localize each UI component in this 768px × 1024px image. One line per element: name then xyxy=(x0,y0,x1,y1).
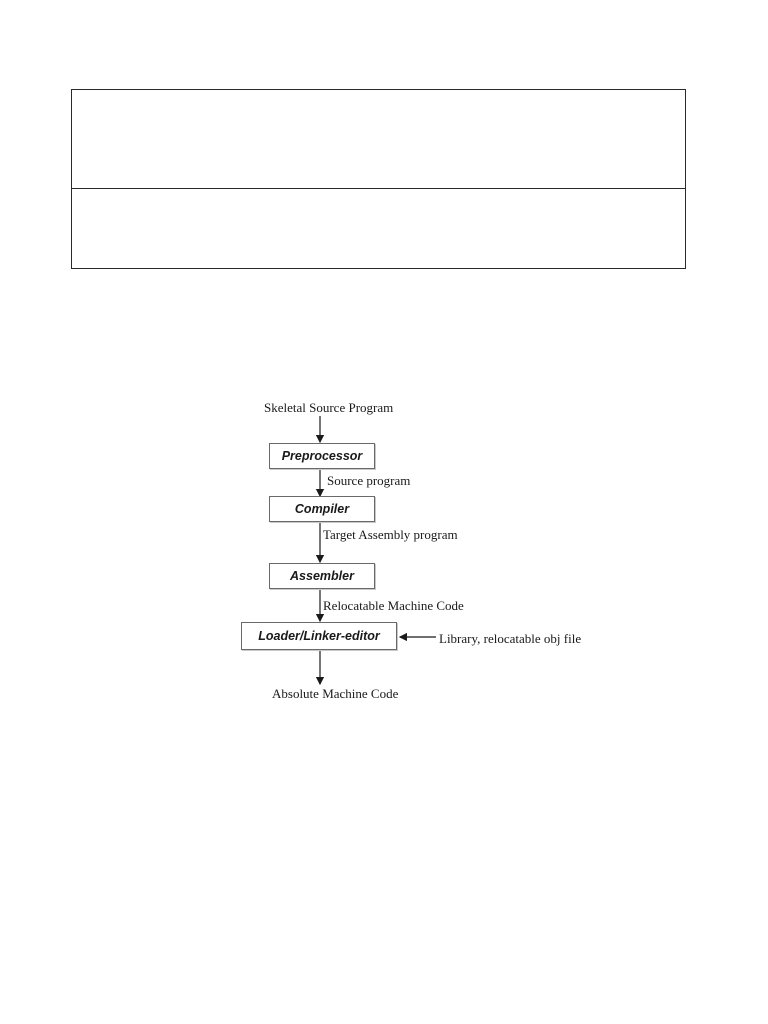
source-program-label: Source program xyxy=(327,473,411,488)
input-label: Skeletal Source Program xyxy=(264,400,394,415)
target-assembly-label: Target Assembly program xyxy=(323,527,458,542)
loader-linker-editor-box xyxy=(241,622,397,650)
preprocessor-box xyxy=(269,443,375,469)
relocatable-machine-code-label: Relocatable Machine Code xyxy=(323,598,464,613)
loader-linker-editor-label: Loader/Linker-editor xyxy=(258,629,380,643)
assembler-box xyxy=(269,563,375,589)
compiler-box xyxy=(269,496,375,522)
library-input-label: Library, relocatable obj file xyxy=(439,631,582,646)
preprocessor-label: Preprocessor xyxy=(281,449,363,463)
assembler-label: Assembler xyxy=(290,569,354,583)
output-label: Absolute Machine Code xyxy=(272,686,399,701)
compiler-label: Compiler xyxy=(294,502,350,516)
